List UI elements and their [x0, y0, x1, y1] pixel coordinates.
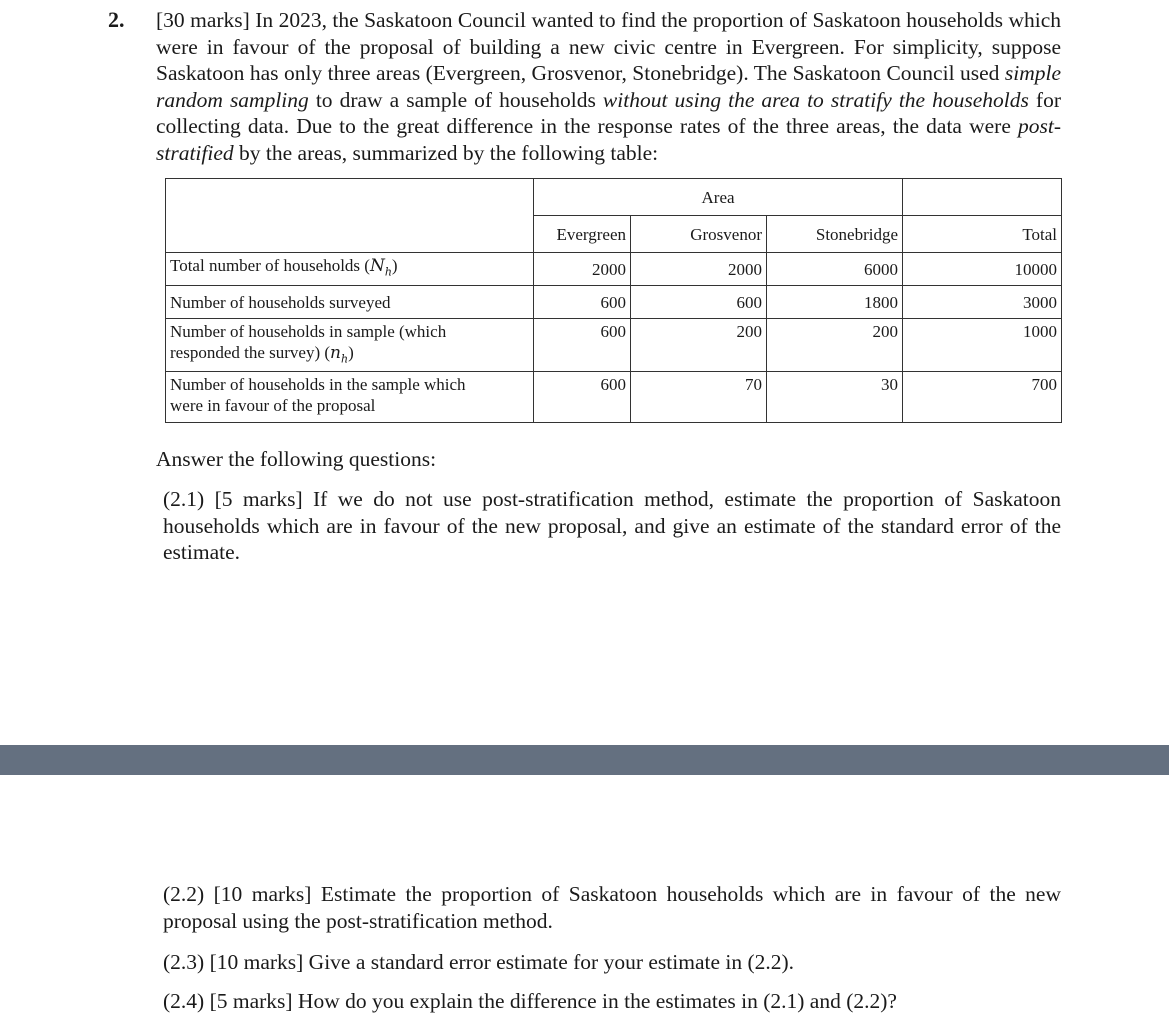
row-label: Number of households surveyed [166, 286, 534, 319]
table-cell: 2000 [631, 253, 767, 286]
question-number: 2. [108, 7, 125, 32]
table-row [166, 319, 1062, 372]
intro-text-4: by the areas, summarized by the following table: [233, 140, 659, 165]
empty-total-header-cell [903, 179, 1062, 216]
subquestion-2-2: (2.2) [10 marks] Estimate the proportion of Saskatoon households which are in favour of the new proposal using the post-stratification method. [163, 882, 1061, 933]
table-cell: 1000 [903, 319, 1062, 372]
table-cell: 2000 [534, 253, 631, 286]
table-cell: 70 [631, 372, 767, 423]
table-cell: 600 [631, 286, 767, 319]
row-label: Number of households in the sample which were in favour of the proposal [166, 372, 534, 423]
table-row [166, 286, 1062, 319]
intro-emph-3: post-stratified [156, 114, 1061, 165]
intro-text-2: to draw a sample of households [308, 87, 603, 112]
table-cell: 6000 [767, 253, 903, 286]
subquestion-2-4: (2.4) [5 marks] How do you explain the difference in the estimates in (2.1) and (2.2)? [163, 989, 897, 1013]
subquestion-2-3: (2.3) [10 marks] Give a standard error estimate for your estimate in (2.2). [163, 950, 795, 974]
row-label: Total number of households $(N_h)$ [166, 253, 534, 286]
question-intro [156, 7, 1061, 167]
divider-bar [0, 745, 1169, 775]
column-header-grosvenor: Grosvenor [631, 216, 767, 253]
column-header-total: Total [903, 216, 1062, 253]
column-header-stonebridge: Stonebridge [767, 216, 903, 253]
table-cell: 200 [767, 319, 903, 372]
answer-heading: Answer the following questions: [156, 447, 437, 471]
table-cell: 3000 [903, 286, 1062, 319]
table-cell: 200 [631, 319, 767, 372]
table-cell: 600 [534, 286, 631, 319]
intro-emph-1: simple random sampling [156, 61, 1061, 112]
row-label: Number of households in sample (which responded the survey) $(n_h)$ [166, 319, 534, 372]
intro-text-1: [30 marks] In 2023, the Saskatoon Council wanted to find the proportion of Saskatoon households which were in favour of the proposal of building a new civic centre in Evergreen. For simplicity, suppose Saskatoon has only three areas (Evergreen, Grosvenor, Stonebridge). The Saskatoon Council used [156, 8, 1061, 86]
column-header-evergreen: Evergreen [534, 216, 631, 253]
table-row [166, 372, 1062, 423]
table-cell: 1800 [767, 286, 903, 319]
table-cell: 30 [767, 372, 903, 423]
table-cell: 700 [903, 372, 1062, 423]
table-row [166, 253, 1062, 286]
intro-emph-2: without using the area to stratify the households [602, 87, 1029, 112]
table-cell: 600 [534, 319, 631, 372]
table-cell: 10000 [903, 253, 1062, 286]
subquestion-2-1: (2.1) [5 marks] If we do not use post-stratification method, estimate the proportion of Saskatoon households which are in favour of the new proposal, and give an estimate of the standard error of the estimate. [163, 487, 1061, 565]
household-table [165, 178, 1062, 423]
empty-header-cell [166, 179, 534, 253]
table-cell: 600 [534, 372, 631, 423]
area-group-header: Area [534, 179, 903, 216]
intro-text-3: for collecting data. Due to the great difference in the response rates of the three areas, the data were [156, 87, 1062, 139]
